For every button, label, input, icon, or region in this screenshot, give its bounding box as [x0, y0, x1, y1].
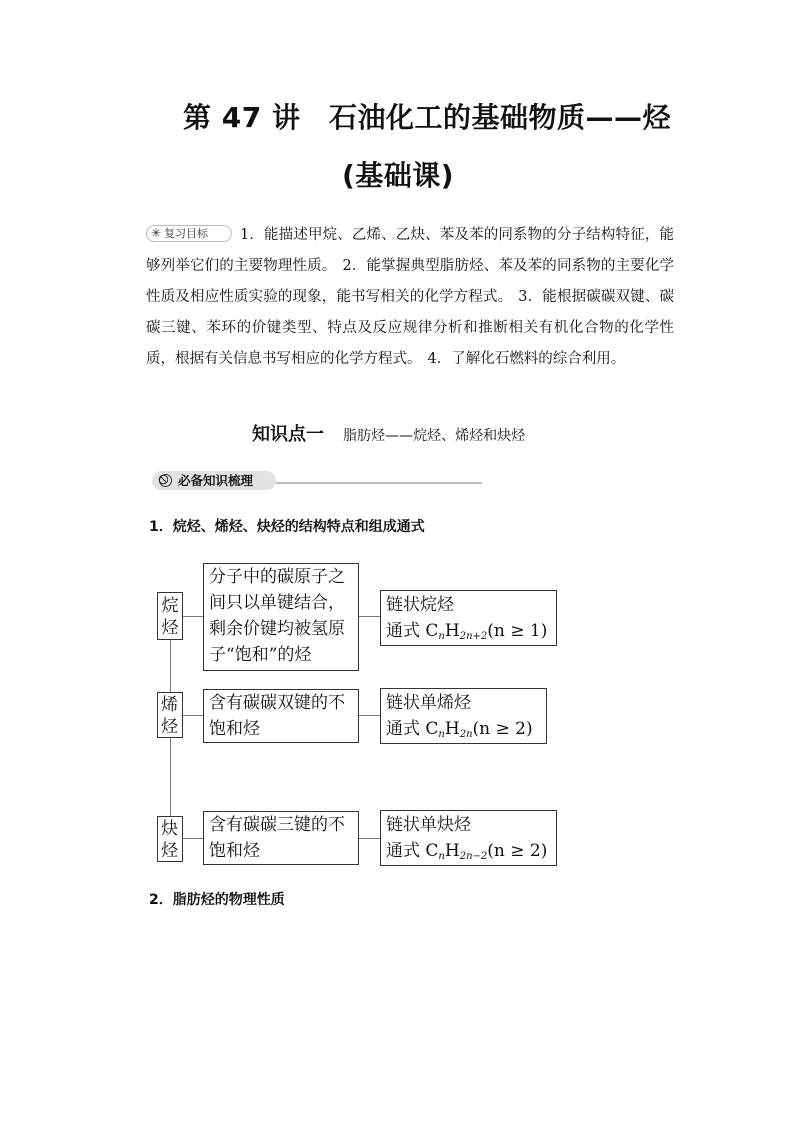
row-name-alkyne: [157, 816, 183, 862]
row-type-alkyne: [380, 810, 557, 866]
connector-line: [183, 616, 203, 617]
knowledge-point-subtitle: 脂肪烃——烷烃、烯烃和炔烃: [343, 428, 526, 444]
sparkle-icon: ✳: [151, 226, 162, 240]
page-subtitle: (基础课): [342, 159, 455, 192]
formula-sub-h: 2n: [459, 729, 473, 740]
formula-prefix: 通式 C: [386, 719, 439, 739]
formula-condition: (n ≥ 1): [487, 621, 548, 641]
banner-pill: [152, 471, 276, 490]
connector-line: [359, 616, 380, 617]
banner-divider: [276, 482, 482, 484]
desc-line: 子“饱和”的烃: [209, 645, 312, 665]
connector-line: [183, 838, 203, 839]
objective-item: 2．能掌握典型脂肪烃、苯及苯的同系物的主要化学性质及相应性质实验的现象，能书写相关的化学方程式。: [146, 258, 675, 305]
formula-h: H: [444, 621, 460, 641]
desc-line: 饱和烃: [209, 719, 260, 739]
type-label: 链状单烯烃: [386, 693, 471, 713]
desc-line: 含有碳碳双键的不: [209, 693, 345, 713]
formula-h: H: [444, 719, 460, 739]
formula-h: H: [444, 841, 460, 861]
type-label: 链状烷烃: [386, 595, 454, 615]
formula-condition: (n ≥ 2): [487, 841, 548, 861]
row-desc-alkane: [203, 563, 359, 671]
connector-line: [183, 715, 203, 716]
essential-knowledge-banner: [152, 470, 482, 492]
desc-line: 含有碳碳三键的不: [209, 815, 345, 835]
formula-prefix: 通式 C: [386, 841, 439, 861]
formula-prefix: 通式 C: [386, 621, 439, 641]
row-desc-alkene: [203, 689, 359, 743]
general-formula: [386, 716, 541, 748]
connector-line: [170, 738, 171, 816]
row-name-label: 烷烃: [161, 596, 179, 638]
connector-line: [170, 640, 171, 692]
formula-sub-n: n: [438, 729, 445, 740]
formula-sub-h: 2n−2: [459, 851, 488, 862]
knowledge-point-heading: [252, 420, 525, 446]
formula-sub-n: n: [438, 631, 445, 642]
row-name-label: 炔烃: [161, 819, 178, 861]
review-objectives-tag-label: 复习目标: [164, 227, 209, 240]
formula-sub-h: 2n+2: [459, 631, 488, 642]
row-name-alkane: [157, 592, 183, 640]
desc-line: 分子中的碳原子之: [209, 567, 345, 587]
formula-condition: (n ≥ 2): [472, 719, 533, 739]
connector-line: [359, 838, 380, 839]
objective-item: 3．能根据碳碳双键、碳碳三键、苯环的价键类型、特点及反应规律分析和推断相关有机化合物的化学性质，根据有关信息书写相应的化学方程式。: [146, 289, 674, 367]
no-entry-icon: [159, 474, 172, 487]
general-formula: [386, 838, 551, 870]
banner-label: 必备知识梳理: [178, 473, 254, 488]
row-type-alkane: [380, 590, 557, 646]
desc-line: 剩余价键均被氢原: [209, 619, 345, 639]
desc-line: 饱和烃: [209, 841, 260, 861]
formula-sub-n: n: [438, 851, 445, 862]
general-formula: [386, 618, 551, 650]
desc-line: 间只以单键结合，: [209, 593, 345, 613]
objective-item: 1．能描述甲烷、乙烯、乙炔、苯及苯的同系物的分子结构特征，能够列举它们的主要物理性质。: [146, 227, 674, 274]
objectives-text: [146, 220, 674, 375]
section-2-heading: 2．脂肪烃的物理性质: [149, 892, 285, 908]
type-label: 链状单炔烃: [386, 815, 471, 835]
row-type-alkene: [380, 688, 547, 744]
row-name-alkene: [157, 692, 183, 738]
connector-line: [359, 715, 380, 716]
page-title: 第 47 讲 石油化工的基础物质——烃: [183, 101, 671, 134]
section-1-heading: 1．烷烃、烯烃、炔烃的结构特点和组成通式: [149, 519, 425, 535]
row-desc-alkyne: [203, 811, 359, 865]
row-name-label: 烯烃: [161, 695, 178, 737]
objective-item: 4．了解化石燃料的综合利用。: [427, 351, 626, 367]
knowledge-point-label: 知识点一: [252, 424, 324, 445]
